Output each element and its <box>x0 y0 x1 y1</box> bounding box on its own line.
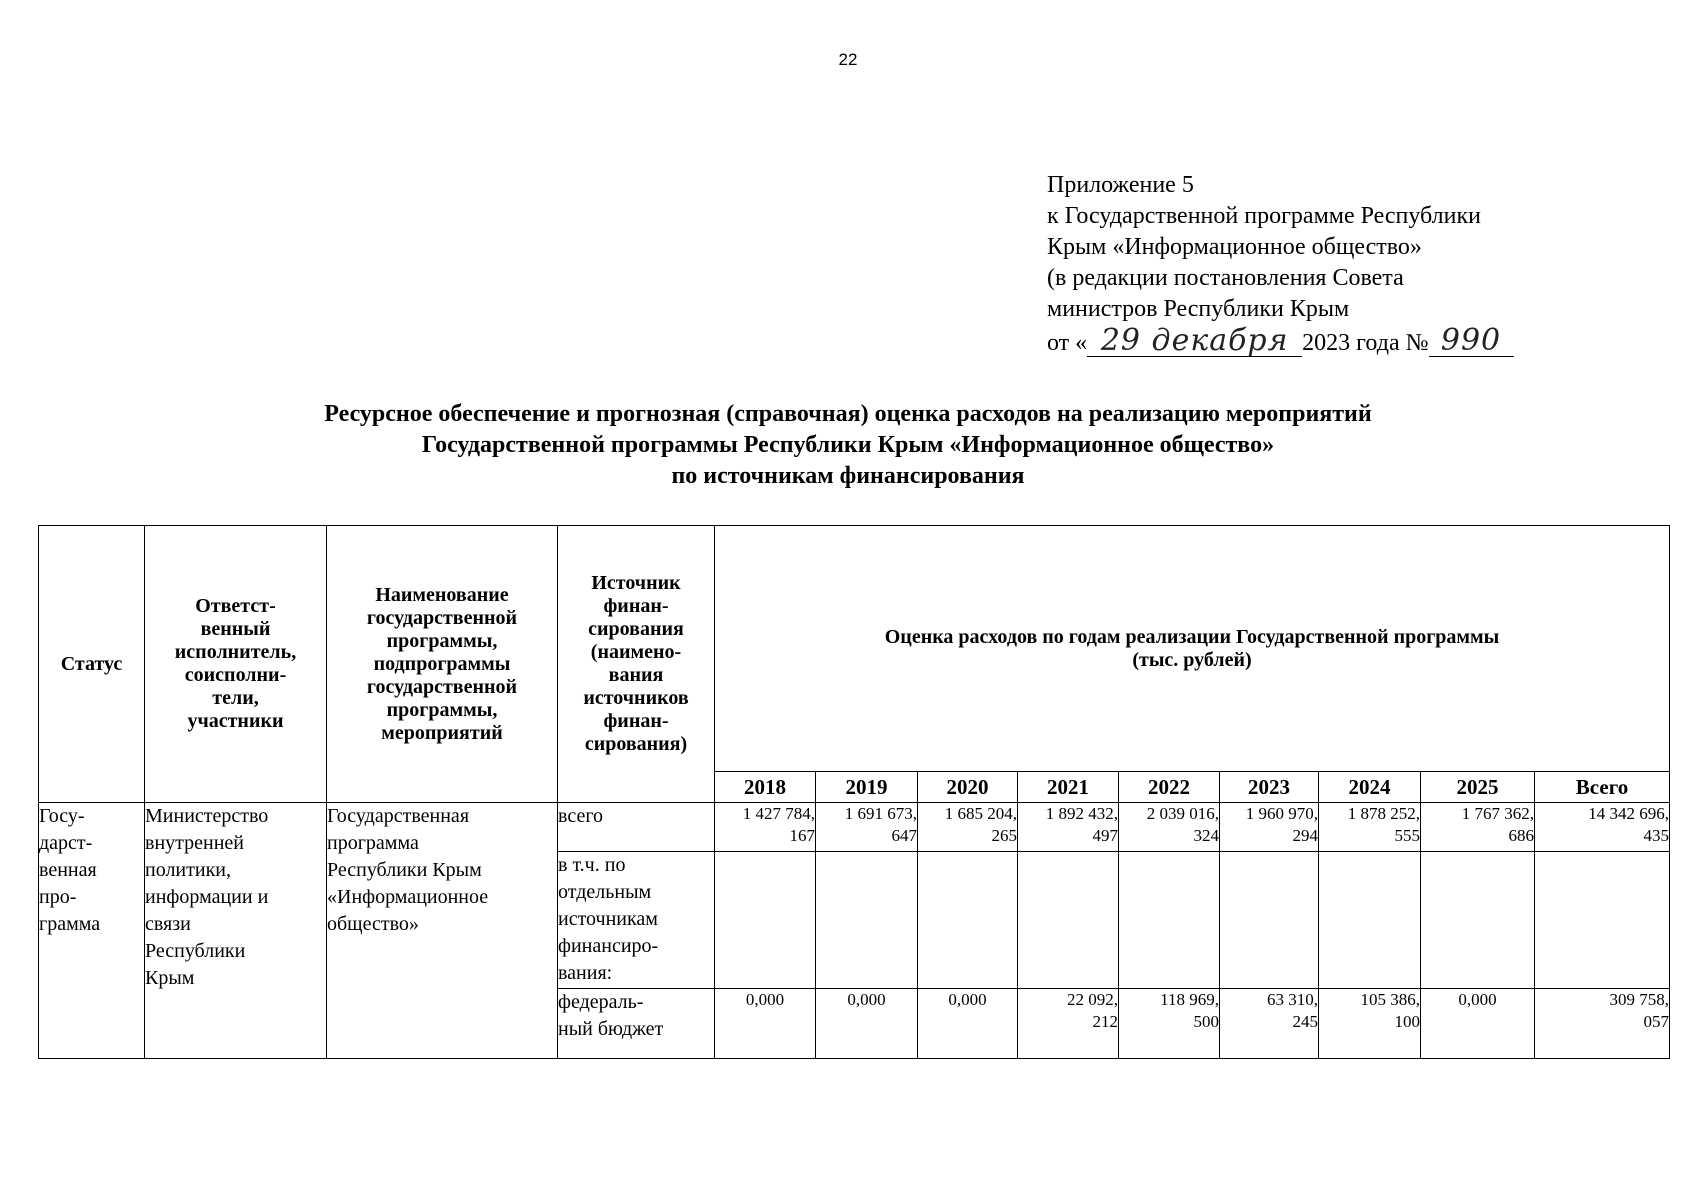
title-line: Государственной программы Республики Крым «Информационное общество» <box>421 432 1275 458</box>
appendix-line: Крым «Информационное общество» <box>1047 234 1422 260</box>
cell-value: 1 767 362, 686 <box>1421 803 1535 852</box>
header-program-name: Наименование государственной программы, подпрограммы государственной программы, мероприятий <box>327 526 558 803</box>
appendix-block <box>1047 170 1647 359</box>
cell-value: 1 892 432, 497 <box>1018 803 1119 852</box>
cell-value: 118 969, 500 <box>1119 989 1220 1059</box>
cell-value: 0,000 <box>1421 989 1535 1059</box>
cell-value <box>816 852 918 989</box>
cell-value: 1 960 970, 294 <box>1220 803 1319 852</box>
cell-source: всего <box>558 803 715 852</box>
cell-source: федераль- ный бюджет <box>558 989 715 1059</box>
handwritten-date: 29 декабря <box>1087 325 1302 357</box>
appendix-line: к Государственной программе Республики <box>1047 203 1481 229</box>
cell-executor: Министерство внутренней политики, информации и связи Республики Крым <box>145 803 327 1059</box>
cell-value: 0,000 <box>715 989 816 1059</box>
date-prefix: от « <box>1047 330 1088 356</box>
header-expense-estimate: Оценка расходов по годам реализации Государственной программы (тыс. рублей) <box>715 526 1670 772</box>
cell-value: 2 039 016, 324 <box>1119 803 1220 852</box>
header-year: 2022 <box>1119 772 1220 803</box>
cell-value: 0,000 <box>816 989 918 1059</box>
cell-total: 309 758, 057 <box>1535 989 1670 1059</box>
header-year: 2024 <box>1319 772 1421 803</box>
table-row <box>39 803 1670 852</box>
handwritten-number: 990 <box>1429 325 1514 357</box>
appendix-date-line <box>1047 325 1647 359</box>
funding-table <box>38 525 1670 1059</box>
header-year: 2025 <box>1421 772 1535 803</box>
cell-value <box>1220 852 1319 989</box>
cell-value <box>1421 852 1535 989</box>
header-funding-source: Источник финан- сирования (наимено- вания источников финан- сирования) <box>558 526 715 803</box>
header-year: 2023 <box>1220 772 1319 803</box>
cell-value: 1 878 252, 555 <box>1319 803 1421 852</box>
cell-value: 22 092, 212 <box>1018 989 1119 1059</box>
cell-value: 1 685 204, 265 <box>918 803 1018 852</box>
cell-value: 1 691 673, 647 <box>816 803 918 852</box>
cell-value: 0,000 <box>918 989 1018 1059</box>
date-suffix: 2023 года № <box>1302 330 1429 356</box>
cell-value <box>1319 852 1421 989</box>
cell-value: 105 386, 100 <box>1319 989 1421 1059</box>
cell-total: 14 342 696, 435 <box>1535 803 1670 852</box>
title-line: Ресурсное обеспечение и прогнозная (справочная) оценка расходов на реализацию мероприятий <box>324 401 1372 427</box>
cell-status: Госу- дарст- венная про- грамма <box>39 803 145 1059</box>
header-year: 2020 <box>918 772 1018 803</box>
cell-value <box>918 852 1018 989</box>
document-title <box>0 399 1696 492</box>
header-total: Всего <box>1535 772 1670 803</box>
appendix-line: (в редакции постановления Совета <box>1047 265 1404 291</box>
cell-value: 1 427 784, 167 <box>715 803 816 852</box>
cell-program-name: Государственная программа Республики Крым «Информационное общество» <box>327 803 558 1059</box>
title-line: по источникам финансирования <box>671 463 1025 489</box>
header-year: 2019 <box>816 772 918 803</box>
page-number: 22 <box>838 50 858 69</box>
cell-value: 63 310, 245 <box>1220 989 1319 1059</box>
cell-source: в т.ч. по отдельным источникам финансиро- вания: <box>558 852 715 989</box>
appendix-line: Приложение 5 <box>1047 172 1194 198</box>
header-year: 2018 <box>715 772 816 803</box>
header-status: Статус <box>39 526 145 803</box>
header-year: 2021 <box>1018 772 1119 803</box>
header-executor: Ответст- венный исполнитель, соисполни- тели, участники <box>145 526 327 803</box>
cell-total <box>1535 852 1670 989</box>
cell-value <box>1119 852 1220 989</box>
cell-value <box>1018 852 1119 989</box>
cell-value <box>715 852 816 989</box>
appendix-line: министров Республики Крым <box>1047 296 1350 322</box>
